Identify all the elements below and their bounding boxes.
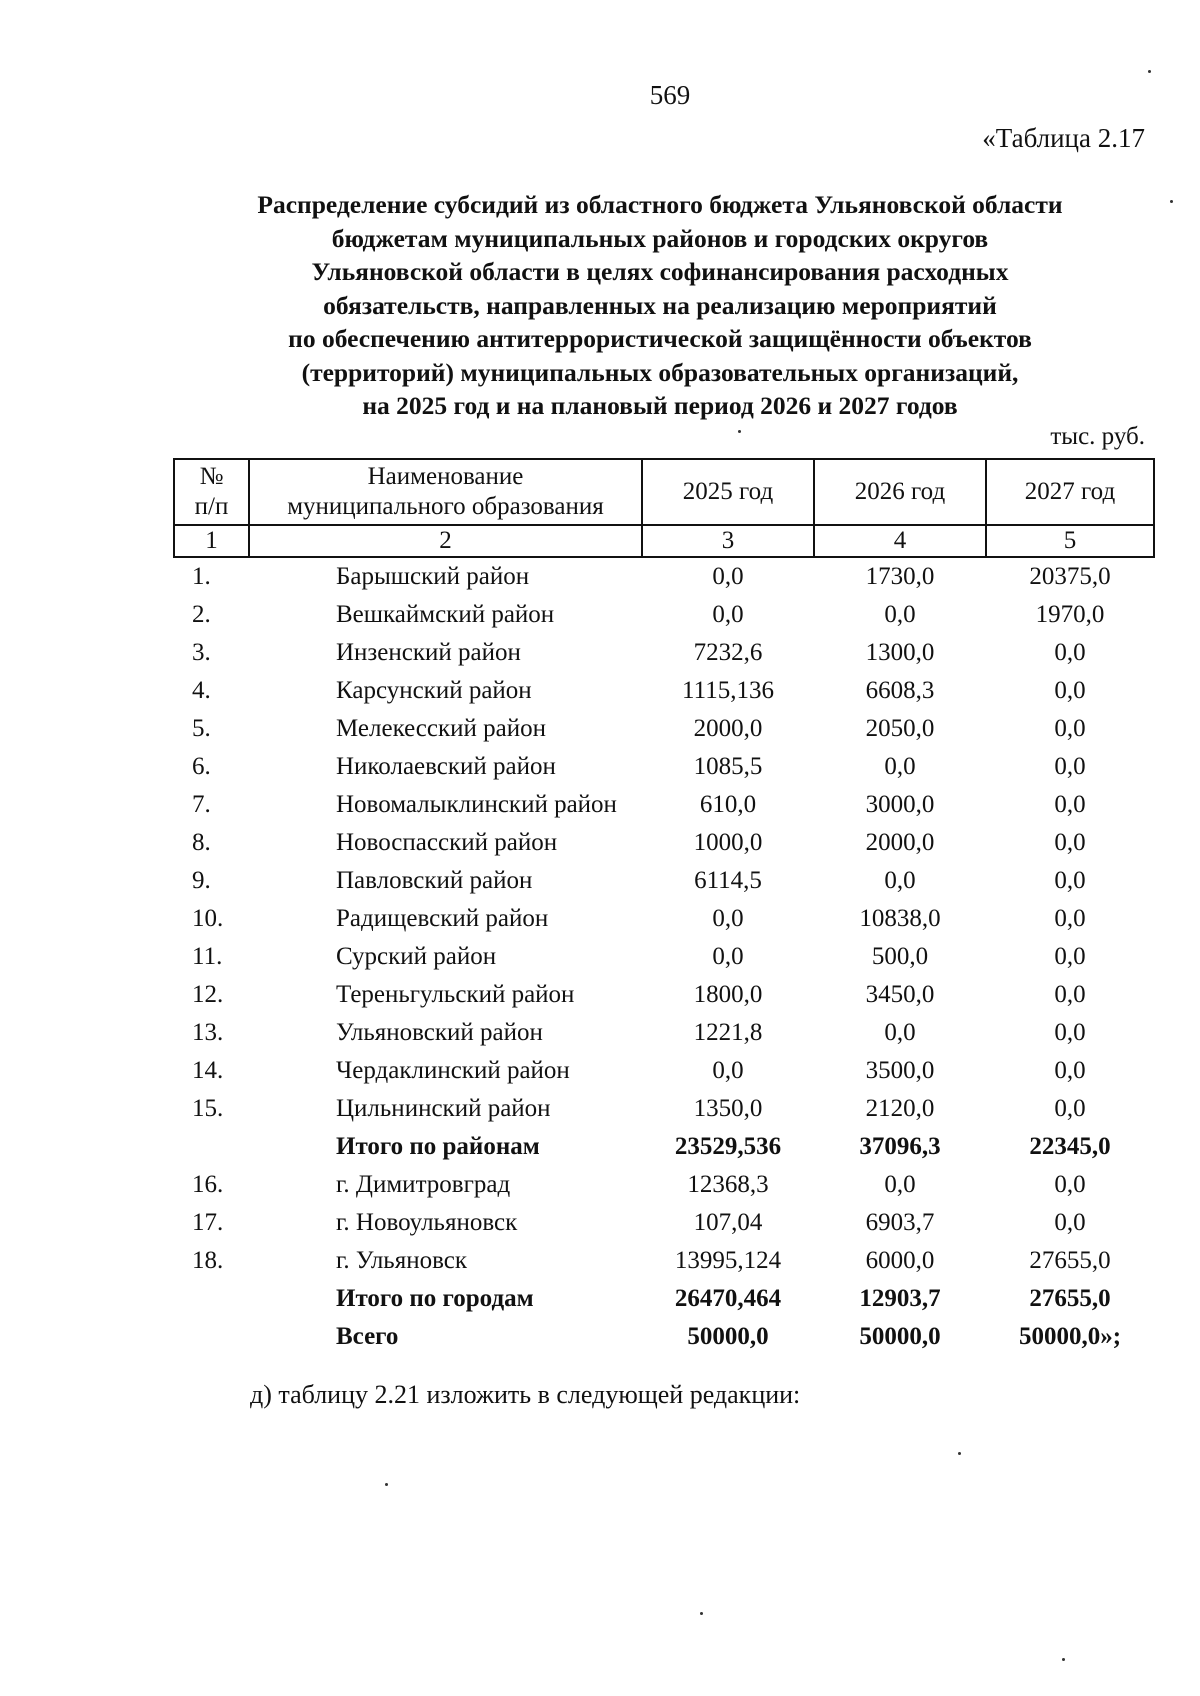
row-value-2026: 6608,3 [865, 677, 935, 704]
column-number: 3 [642, 525, 814, 557]
row-value-2026: 50000,0 [859, 1323, 941, 1350]
row-name: Николаевский район [336, 753, 556, 780]
table-row [174, 938, 1154, 976]
row-value-2027: 0,0 [1054, 791, 1086, 818]
title-line: Распределение субсидий из областного бюджета Ульяновской области [257, 190, 1063, 219]
row-name: Мелекесский район [336, 715, 547, 742]
row-name: г. Новоульяновск [336, 1209, 518, 1236]
row-value-2025: 23529,536 [674, 1133, 782, 1160]
row-name: г. Ульяновск [336, 1247, 467, 1274]
row-value-2027: 1970,0 [1035, 601, 1105, 628]
row-value-2027: 27655,0 [1029, 1285, 1111, 1312]
row-number [174, 1280, 249, 1318]
row-name: Новомалыклинский район [336, 791, 617, 818]
row-value-2025: 1350,0 [693, 1095, 763, 1122]
total-row [174, 1280, 1154, 1318]
row-name: г. Димитровград [336, 1171, 511, 1198]
row-name: Вешкаймский район [336, 601, 555, 628]
row-name: Цильнинский район [336, 1095, 551, 1122]
units-label: тыс. руб. [1050, 423, 1145, 450]
table-row [174, 786, 1154, 824]
header-number-line2: п/п [194, 493, 229, 520]
row-name: Тереньгульский район [336, 981, 575, 1008]
row-value-2026: 2050,0 [865, 715, 935, 742]
row-value-2025: 12368,3 [687, 1171, 769, 1198]
title-line: Ульяновской области в целях софинансирования расходных [311, 257, 1009, 286]
row-value-2025: 0,0 [712, 905, 744, 932]
row-value-2027: 0,0 [1054, 1019, 1086, 1046]
table-body [174, 557, 1154, 1356]
row-value-2027: 0,0 [1054, 1057, 1086, 1084]
total-row [174, 1318, 1154, 1356]
row-value-2026: 500,0 [871, 943, 929, 970]
row-value-2027: 0,0 [1054, 829, 1086, 856]
table-row [174, 557, 1154, 596]
row-number: 12. [192, 981, 224, 1008]
title-line: бюджетам муниципальных районов и городских округов [331, 223, 989, 253]
header-name-line2: муниципального образования [287, 493, 604, 520]
row-value-2027: 0,0 [1054, 677, 1086, 704]
row-number: 6. [192, 753, 211, 780]
table-row [174, 634, 1154, 672]
header-number-line1: № [199, 463, 224, 490]
table-row [174, 1204, 1154, 1242]
row-value-2027: 0,0 [1054, 867, 1086, 894]
scan-speck [738, 430, 741, 433]
row-value-2025: 1800,0 [693, 981, 763, 1008]
row-value-2027: 0,0 [1054, 1171, 1086, 1198]
column-number: 5 [986, 525, 1154, 557]
row-value-2026: 37096,3 [859, 1133, 941, 1160]
row-value-2027: 27655,0 [1029, 1247, 1111, 1274]
row-value-2025: 0,0 [712, 601, 744, 628]
row-number: 1. [192, 563, 211, 590]
row-number: 5. [192, 715, 211, 742]
header-number [174, 459, 249, 525]
scan-speck [1062, 1658, 1065, 1661]
table-row [174, 976, 1154, 1014]
total-row [174, 1128, 1154, 1166]
row-number: 18. [192, 1247, 224, 1274]
row-name: Всего [336, 1323, 399, 1350]
row-name: Павловский район [336, 867, 533, 894]
column-number-row [174, 525, 1154, 557]
row-value-2025: 107,04 [693, 1209, 763, 1236]
row-value-2026: 2120,0 [865, 1095, 935, 1122]
row-number [174, 1318, 249, 1356]
row-value-2026: 12903,7 [859, 1285, 941, 1312]
row-number: 3. [192, 639, 211, 666]
row-value-2026: 0,0 [884, 1171, 916, 1198]
row-value-2025: 0,0 [712, 943, 744, 970]
column-number: 2 [249, 525, 642, 557]
row-value-2025: 0,0 [712, 1057, 744, 1084]
row-name: Сурский район [336, 943, 497, 970]
page-number: 569 [649, 80, 691, 110]
row-value-2025: 0,0 [712, 563, 744, 590]
row-value-2027: 0,0 [1054, 1095, 1086, 1122]
table-reference: «Таблица 2.17 [982, 123, 1145, 153]
row-value-2026: 1300,0 [865, 639, 935, 666]
table-row [174, 1052, 1154, 1090]
row-value-2026: 0,0 [884, 601, 916, 628]
table-row [174, 1014, 1154, 1052]
row-value-2026: 3450,0 [865, 981, 935, 1008]
table-row [174, 862, 1154, 900]
scan-speck [385, 1483, 388, 1486]
row-value-2026: 0,0 [884, 867, 916, 894]
row-number: 2. [192, 601, 211, 628]
row-number: 9. [192, 867, 211, 894]
row-value-2026: 3000,0 [865, 791, 935, 818]
row-value-2025: 1000,0 [693, 829, 763, 856]
row-value-2027: 22345,0 [1029, 1133, 1111, 1160]
row-value-2025: 1221,8 [693, 1019, 763, 1046]
table-row [174, 824, 1154, 862]
title-line: на 2025 год и на плановый период 2026 и 2027 годов [362, 391, 958, 420]
row-name: Итого по городам [336, 1285, 534, 1312]
row-name: Карсунский район [336, 677, 532, 704]
row-name: Новоспасский район [336, 829, 558, 856]
row-value-2026: 3500,0 [865, 1057, 935, 1084]
scan-speck [958, 1452, 961, 1455]
row-number [174, 1128, 249, 1166]
row-number: 10. [192, 905, 224, 932]
header-2025: 2025 год [642, 459, 814, 525]
header-2027: 2027 год [986, 459, 1154, 525]
row-number: 14. [192, 1057, 224, 1084]
column-number: 1 [174, 525, 249, 557]
row-value-2025: 610,0 [699, 791, 757, 818]
column-number: 4 [814, 525, 986, 557]
header-2026: 2026 год [814, 459, 986, 525]
row-name: Итого по районам [336, 1133, 540, 1160]
row-name: Ульяновский район [336, 1019, 543, 1046]
scan-speck [1148, 70, 1151, 73]
row-value-2027: 0,0 [1054, 1209, 1086, 1236]
table-row [174, 1090, 1154, 1128]
row-value-2025: 13995,124 [674, 1247, 782, 1274]
row-name: Барышский район [336, 563, 530, 590]
row-value-2027: 0,0 [1054, 753, 1086, 780]
row-value-2027: 0,0 [1054, 639, 1086, 666]
row-value-2026: 2000,0 [865, 829, 935, 856]
row-value-2025: 2000,0 [693, 715, 763, 742]
row-value-2026: 10838,0 [859, 905, 941, 932]
table-row [174, 596, 1154, 634]
title-line: (территорий) муниципальных образовательных организаций, [301, 357, 1019, 387]
row-value-2026: 0,0 [884, 753, 916, 780]
row-number: 7. [192, 791, 211, 818]
header-name-line1: Наименование [367, 463, 524, 490]
row-value-2025: 26470,464 [674, 1285, 782, 1312]
scan-speck [1170, 200, 1173, 203]
row-name: Инзенский район [336, 639, 521, 666]
row-value-2026: 0,0 [884, 1019, 916, 1046]
amendment-note: д) таблицу 2.21 изложить в следующей редакции: [250, 1380, 801, 1409]
document-title [190, 188, 1130, 423]
row-value-2027: 0,0 [1054, 715, 1086, 742]
row-value-2027: 0,0 [1054, 981, 1086, 1008]
title-line: обязательств, направленных на реализацию мероприятий [323, 290, 997, 320]
row-value-2027: 0,0 [1054, 943, 1086, 970]
row-number: 13. [192, 1019, 224, 1046]
scan-speck [700, 1612, 703, 1615]
row-number: 8. [192, 829, 211, 856]
table-row [174, 1242, 1154, 1280]
table-row [174, 900, 1154, 938]
table-row [174, 748, 1154, 786]
row-value-2026: 6903,7 [865, 1209, 935, 1236]
row-value-2027: 20375,0 [1029, 563, 1111, 590]
row-value-2025: 1115,136 [682, 677, 774, 704]
row-value-2025: 6114,5 [694, 867, 762, 894]
table-header-row [174, 459, 1154, 525]
table-row [174, 1166, 1154, 1204]
row-value-2027: 0,0 [1054, 905, 1086, 932]
row-value-2026: 6000,0 [865, 1247, 935, 1274]
table-row [174, 672, 1154, 710]
row-number: 11. [192, 943, 223, 970]
row-number: 16. [192, 1171, 224, 1198]
row-value-2025: 1085,5 [693, 753, 763, 780]
row-number: 4. [192, 677, 211, 704]
row-value-2025: 50000,0 [687, 1323, 769, 1350]
table-row [174, 710, 1154, 748]
row-name: Чердаклинский район [336, 1057, 570, 1084]
row-name: Радищевский район [336, 905, 549, 932]
row-value-2027: 50000,0»; [1018, 1323, 1122, 1350]
row-value-2026: 1730,0 [865, 563, 935, 590]
header-name [249, 459, 642, 525]
title-line: по обеспечению антитеррористической защищённости объектов [288, 324, 1032, 353]
row-number: 17. [192, 1209, 224, 1236]
row-value-2025: 7232,6 [693, 639, 763, 666]
subsidy-table [173, 458, 1155, 1356]
row-number: 15. [192, 1095, 224, 1122]
